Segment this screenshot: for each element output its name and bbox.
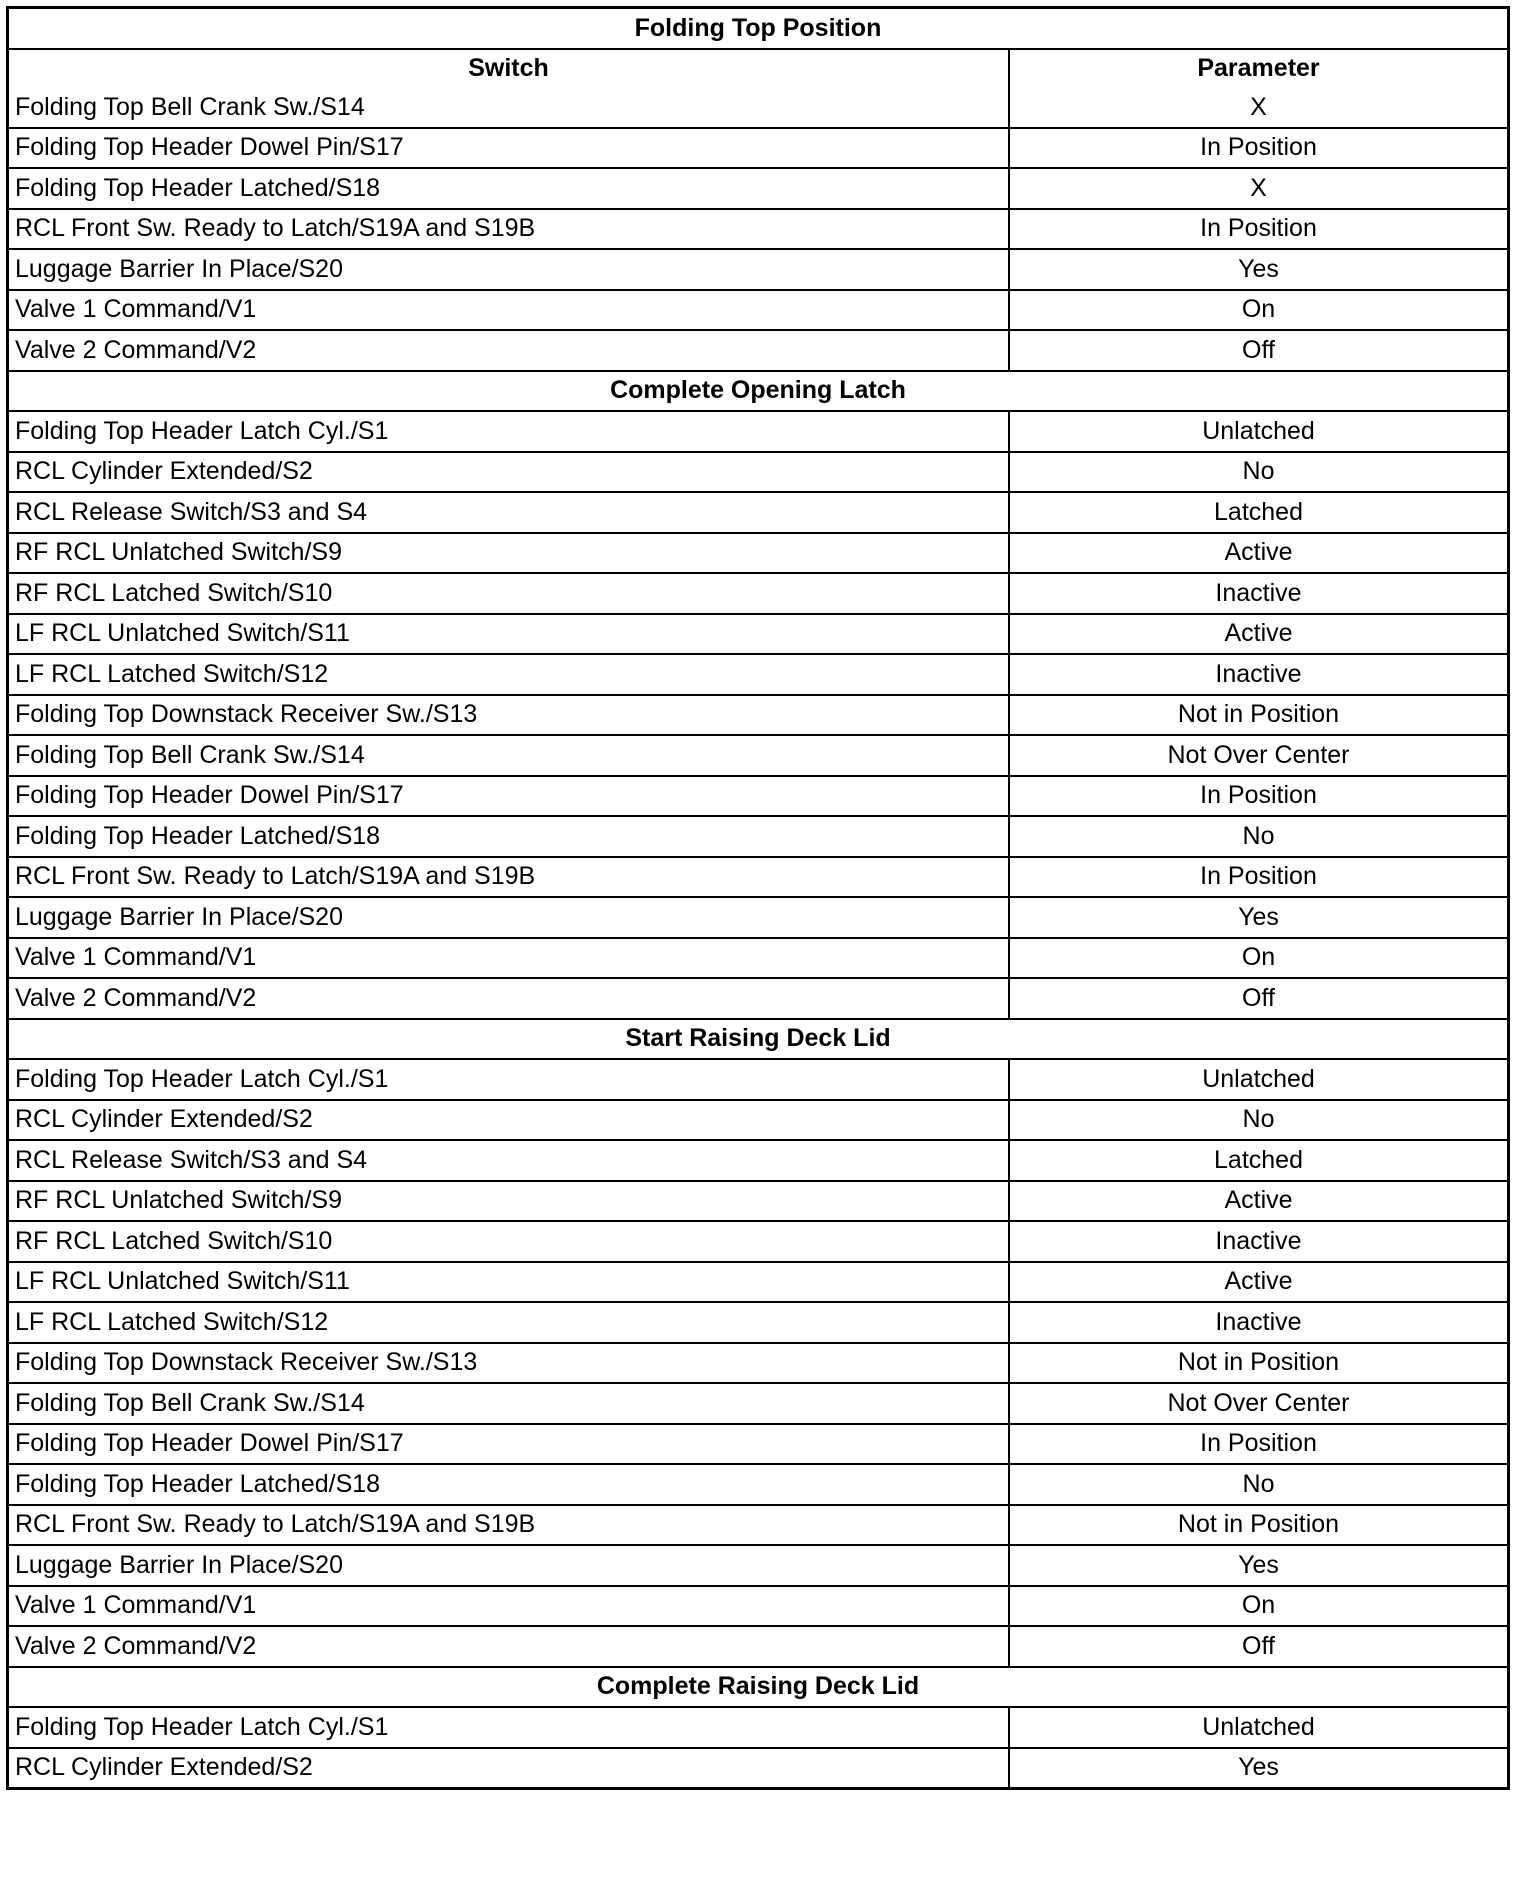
parameter-cell: No (1009, 816, 1507, 857)
table-row (9, 330, 1507, 371)
parameter-cell: Latched (1009, 492, 1507, 533)
table-row (9, 735, 1507, 776)
switch-cell: Valve 2 Command/V2 (9, 978, 1009, 1019)
switch-cell: LF RCL Latched Switch/S12 (9, 1302, 1009, 1343)
parameter-cell: Not in Position (1009, 1343, 1507, 1384)
switch-cell: RCL Front Sw. Ready to Latch/S19A and S19B (9, 857, 1009, 898)
table-row (9, 1262, 1507, 1303)
section-row (9, 371, 1507, 412)
switch-cell: Folding Top Bell Crank Sw./S14 (9, 88, 1009, 128)
switch-cell: LF RCL Latched Switch/S12 (9, 654, 1009, 695)
parameter-cell: In Position (1009, 776, 1507, 817)
table-row (9, 857, 1507, 898)
table-row (9, 1140, 1507, 1181)
switch-cell: Luggage Barrier In Place/S20 (9, 1545, 1009, 1586)
parameter-cell: Yes (1009, 1748, 1507, 1788)
table-row (9, 1221, 1507, 1262)
parameter-cell: No (1009, 1100, 1507, 1141)
parameter-cell: In Position (1009, 128, 1507, 169)
table-row (9, 1626, 1507, 1667)
table-row (9, 209, 1507, 250)
parameter-cell: Yes (1009, 897, 1507, 938)
switch-cell: Valve 2 Command/V2 (9, 1626, 1009, 1667)
table-row (9, 1100, 1507, 1141)
switch-cell: Luggage Barrier In Place/S20 (9, 249, 1009, 290)
table-row (9, 573, 1507, 614)
switch-cell: Valve 1 Command/V1 (9, 290, 1009, 331)
table-row (9, 1707, 1507, 1748)
switch-cell: Luggage Barrier In Place/S20 (9, 897, 1009, 938)
parameter-cell: No (1009, 1464, 1507, 1505)
parameter-cell: Active (1009, 1262, 1507, 1303)
table-title: Folding Top Position (9, 9, 1507, 49)
parameter-cell: Off (1009, 978, 1507, 1019)
switch-cell: Folding Top Header Dowel Pin/S17 (9, 776, 1009, 817)
table-row (9, 1059, 1507, 1100)
switch-cell: LF RCL Unlatched Switch/S11 (9, 614, 1009, 655)
table-row (9, 1383, 1507, 1424)
switch-cell: Folding Top Header Latched/S18 (9, 168, 1009, 209)
table-row (9, 695, 1507, 736)
header-row (9, 49, 1507, 89)
switch-cell: Folding Top Header Latch Cyl./S1 (9, 1059, 1009, 1100)
switch-cell: Folding Top Header Latched/S18 (9, 816, 1009, 857)
switch-cell: RCL Cylinder Extended/S2 (9, 452, 1009, 493)
switch-cell: Folding Top Bell Crank Sw./S14 (9, 1383, 1009, 1424)
parameter-cell: Inactive (1009, 1221, 1507, 1262)
table-row (9, 978, 1507, 1019)
table-body (9, 88, 1507, 1787)
parameter-cell: Off (1009, 1626, 1507, 1667)
parameter-cell: Active (1009, 1181, 1507, 1222)
table-row (9, 533, 1507, 574)
title-row (9, 9, 1507, 49)
parameter-cell: On (1009, 1586, 1507, 1627)
parameter-cell: Unlatched (1009, 411, 1507, 452)
parameter-cell: Unlatched (1009, 1707, 1507, 1748)
parameter-cell: Unlatched (1009, 1059, 1507, 1100)
switch-cell: RF RCL Latched Switch/S10 (9, 573, 1009, 614)
parameter-cell: In Position (1009, 209, 1507, 250)
switch-cell: LF RCL Unlatched Switch/S11 (9, 1262, 1009, 1303)
switch-cell: RF RCL Latched Switch/S10 (9, 1221, 1009, 1262)
table-row (9, 128, 1507, 169)
section-heading: Complete Opening Latch (9, 371, 1507, 412)
switch-cell: Folding Top Header Latch Cyl./S1 (9, 1707, 1009, 1748)
table-row (9, 1464, 1507, 1505)
switch-cell: Valve 1 Command/V1 (9, 938, 1009, 979)
parameter-cell: On (1009, 938, 1507, 979)
switch-cell: Folding Top Downstack Receiver Sw./S13 (9, 1343, 1009, 1384)
section-row (9, 1019, 1507, 1060)
table-row (9, 1424, 1507, 1465)
table-row (9, 1586, 1507, 1627)
switch-cell: Valve 1 Command/V1 (9, 1586, 1009, 1627)
switch-cell: Folding Top Header Latch Cyl./S1 (9, 411, 1009, 452)
table-row (9, 1343, 1507, 1384)
parameter-cell: Latched (1009, 1140, 1507, 1181)
switch-cell: Folding Top Downstack Receiver Sw./S13 (9, 695, 1009, 736)
switch-cell: RCL Release Switch/S3 and S4 (9, 492, 1009, 533)
table-row (9, 290, 1507, 331)
parameter-cell: Inactive (1009, 654, 1507, 695)
switch-cell: Folding Top Header Latched/S18 (9, 1464, 1009, 1505)
switch-cell: RCL Release Switch/S3 and S4 (9, 1140, 1009, 1181)
parameter-cell: Yes (1009, 249, 1507, 290)
section-heading: Complete Raising Deck Lid (9, 1667, 1507, 1708)
parameter-cell: Yes (1009, 1545, 1507, 1586)
table-row (9, 411, 1507, 452)
table-row (9, 776, 1507, 817)
parameter-cell: Not in Position (1009, 695, 1507, 736)
switch-cell: RCL Front Sw. Ready to Latch/S19A and S19B (9, 1505, 1009, 1546)
parameter-cell: Inactive (1009, 1302, 1507, 1343)
switch-cell: Folding Top Header Dowel Pin/S17 (9, 1424, 1009, 1465)
table-row (9, 654, 1507, 695)
table-row (9, 249, 1507, 290)
table-row (9, 614, 1507, 655)
parameter-cell: Active (1009, 533, 1507, 574)
parameter-cell: No (1009, 452, 1507, 493)
parameter-cell: Not Over Center (1009, 1383, 1507, 1424)
table-row (9, 1748, 1507, 1788)
parameter-cell: Off (1009, 330, 1507, 371)
parameter-cell: In Position (1009, 1424, 1507, 1465)
data-table (9, 9, 1507, 1787)
table-row (9, 1505, 1507, 1546)
table-row (9, 452, 1507, 493)
table-row (9, 1181, 1507, 1222)
switch-cell: RCL Cylinder Extended/S2 (9, 1100, 1009, 1141)
parameter-cell: Inactive (1009, 573, 1507, 614)
parameter-cell: X (1009, 88, 1507, 128)
switch-parameter-table (6, 6, 1510, 1790)
table-row (9, 938, 1507, 979)
switch-cell: RF RCL Unlatched Switch/S9 (9, 1181, 1009, 1222)
switch-cell: Folding Top Bell Crank Sw./S14 (9, 735, 1009, 776)
parameter-cell: Active (1009, 614, 1507, 655)
parameter-cell: On (1009, 290, 1507, 331)
table-row (9, 492, 1507, 533)
switch-cell: RCL Front Sw. Ready to Latch/S19A and S19B (9, 209, 1009, 250)
table-row (9, 897, 1507, 938)
switch-column-header: Switch (9, 49, 1009, 89)
table-row (9, 1302, 1507, 1343)
table-row (9, 1545, 1507, 1586)
switch-cell: Folding Top Header Dowel Pin/S17 (9, 128, 1009, 169)
parameter-cell: Not Over Center (1009, 735, 1507, 776)
parameter-column-header: Parameter (1009, 49, 1507, 89)
parameter-cell: X (1009, 168, 1507, 209)
section-row (9, 1667, 1507, 1708)
parameter-cell: In Position (1009, 857, 1507, 898)
parameter-cell: Not in Position (1009, 1505, 1507, 1546)
switch-cell: RCL Cylinder Extended/S2 (9, 1748, 1009, 1788)
section-heading: Start Raising Deck Lid (9, 1019, 1507, 1060)
table-row (9, 168, 1507, 209)
switch-cell: RF RCL Unlatched Switch/S9 (9, 533, 1009, 574)
table-row (9, 88, 1507, 128)
switch-cell: Valve 2 Command/V2 (9, 330, 1009, 371)
table-row (9, 816, 1507, 857)
